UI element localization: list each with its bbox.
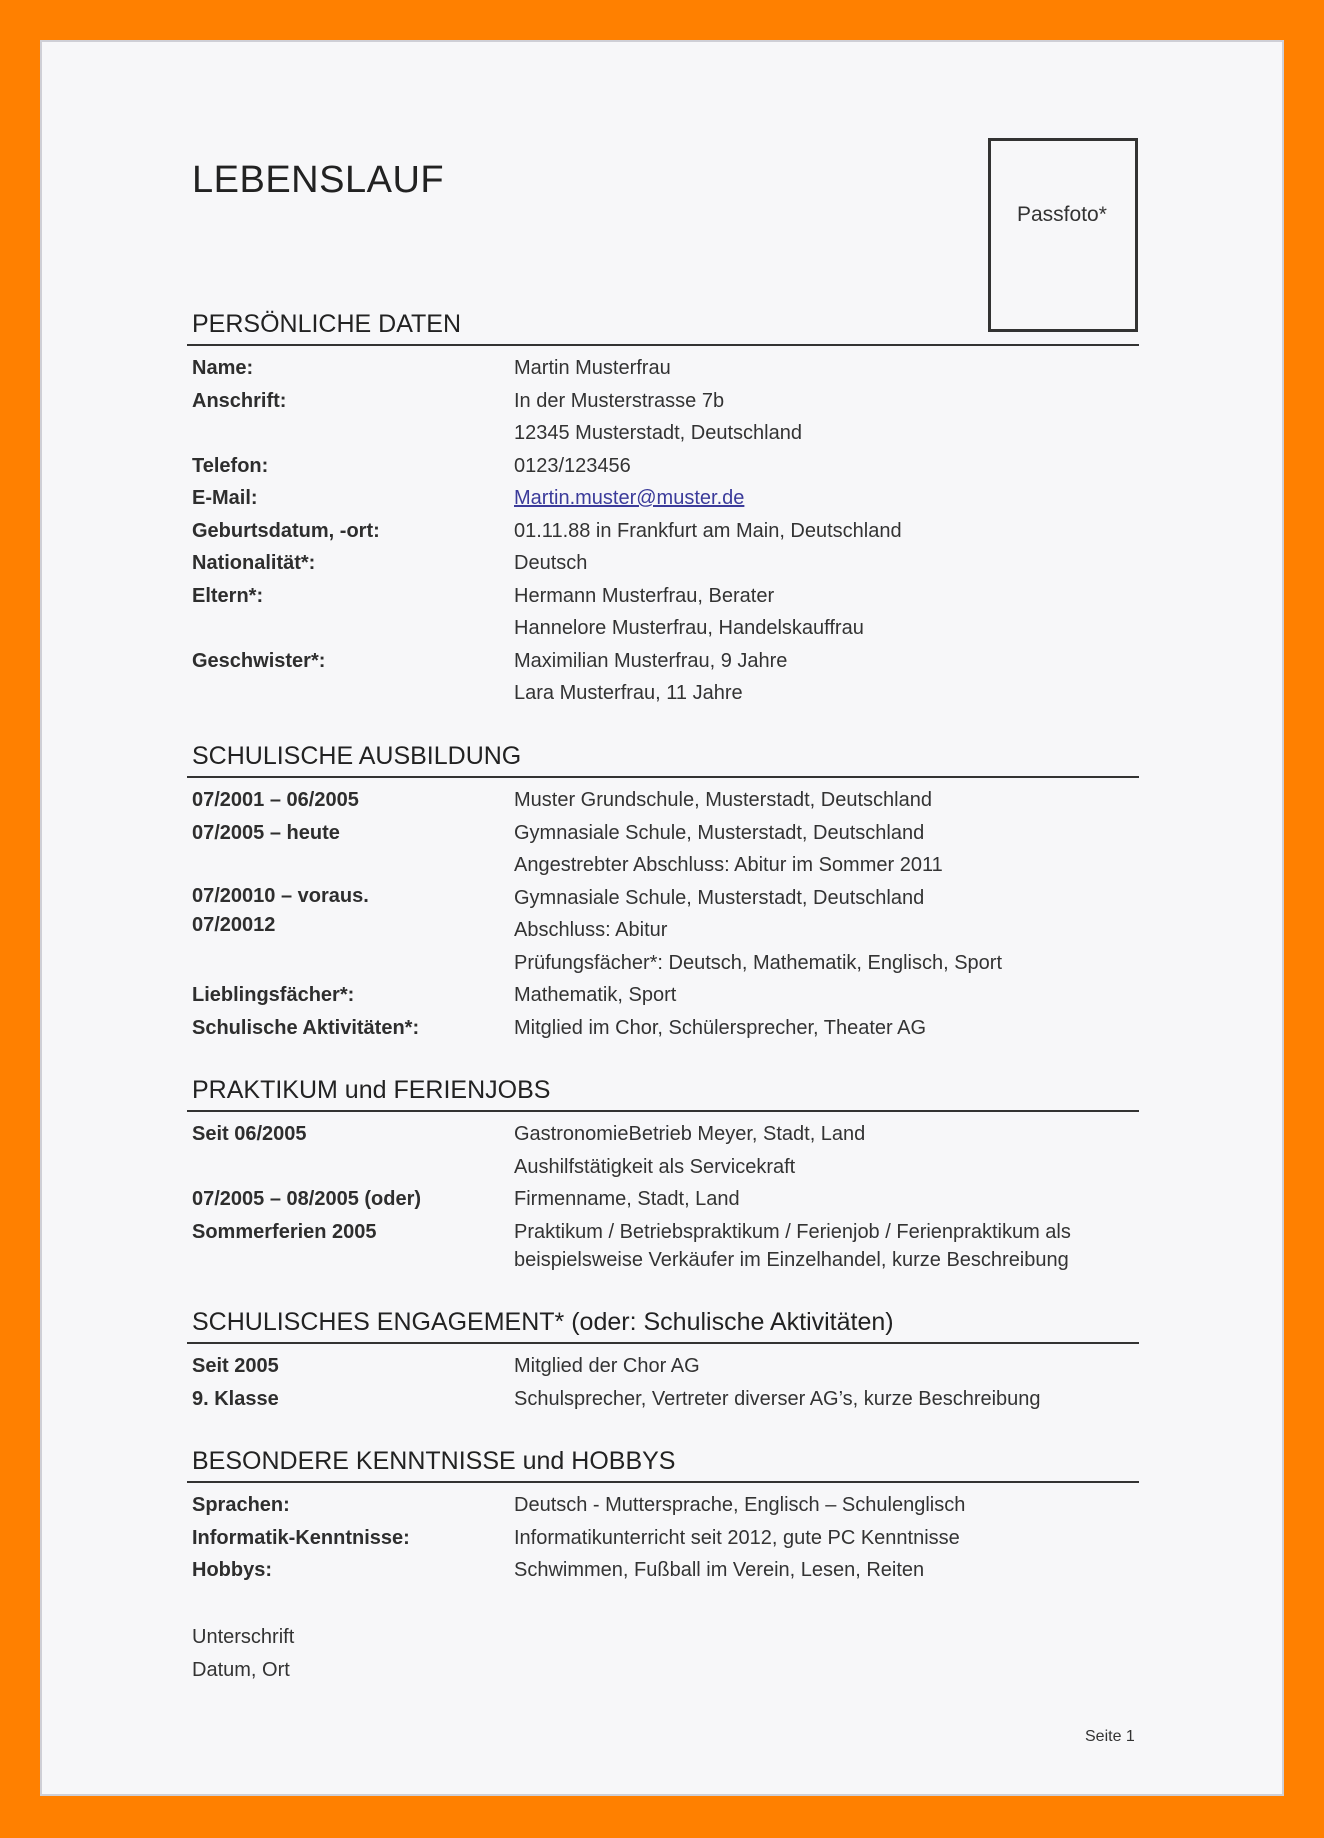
email-link[interactable]: Martin.muster@muster.de: [514, 487, 745, 509]
value-hobbies: Schwimmen, Fußball im Verein, Lesen, Reiten: [514, 1559, 925, 1581]
value-phone: 0123/123456: [514, 454, 631, 477]
value-internship-1: GastronomieBetrieb Meyer, Stadt, Land Aushilfstätigkeit als Servicekraft: [514, 1123, 866, 1178]
value-school-2: Gymnasiale Schule, Musterstadt, Deutschland Angestrebter Abschluss: Abitur im Sommer 2011: [514, 821, 943, 876]
section-heading-personal: PERSÖNLICHE DATEN: [187, 310, 1139, 346]
passport-photo-placeholder: [988, 138, 1138, 332]
label-parents: Eltern*:: [192, 584, 264, 607]
row-school-3: [187, 882, 1139, 980]
row-hobbies: [187, 1554, 1139, 1587]
label-school-1: 07/2001 – 06/2005: [192, 789, 359, 811]
value-school-3: Gymnasiale Schule, Musterstadt, Deutschland Abschluss: Abitur Prüfungsfächer*: Deutsch, Mathematik, Englisch, Sport: [514, 886, 1003, 974]
value-it-skills: Informatikunterricht seit 2012, gute PC Kenntnisse: [514, 1526, 960, 1549]
row-parents: [187, 580, 1139, 645]
label-school-2: 07/2005 – heute: [192, 821, 340, 844]
row-favorite-subjects: [187, 979, 1139, 1012]
label-engagement-1: Seit 2005: [192, 1355, 279, 1377]
page-title: LEBENSLAUF: [192, 159, 445, 201]
row-name: [187, 352, 1139, 385]
value-parents: Hermann Musterfrau, Berater Hannelore Musterfrau, Handelskauffrau: [514, 584, 864, 639]
section-engagement: [187, 1308, 1139, 1415]
date-place-label: Datum, Ort: [192, 1659, 290, 1681]
row-siblings: [187, 645, 1139, 710]
label-phone: Telefon:: [192, 454, 269, 477]
label-nationality: Nationalität*:: [192, 552, 316, 574]
value-address: In der Musterstrasse 7b 12345 Musterstadt, Deutschland: [514, 389, 802, 444]
label-address: Anschrift:: [192, 389, 287, 412]
row-internship-3: [187, 1216, 1139, 1274]
value-birth: 01.11.88 in Frankfurt am Main, Deutschland: [514, 519, 902, 542]
label-name: Name:: [192, 357, 254, 379]
photo-label: Passfoto*: [1017, 203, 1107, 226]
value-languages: Deutsch - Muttersprache, Englisch – Schulenglisch: [514, 1494, 966, 1516]
value-engagement-1: Mitglied der Chor AG: [514, 1355, 700, 1377]
value-name: Martin Musterfrau: [514, 357, 671, 379]
section-school: [187, 742, 1139, 1044]
row-birth: [187, 515, 1139, 548]
row-engagement-2: [187, 1383, 1139, 1416]
section-heading-engagement: SCHULISCHES ENGAGEMENT* (oder: Schulische Aktivitäten): [187, 1308, 1139, 1344]
label-languages: Sprachen:: [192, 1494, 290, 1516]
label-siblings: Geschwister*:: [192, 649, 326, 672]
row-school-activities: [187, 1012, 1139, 1045]
label-hobbies: Hobbys:: [192, 1559, 272, 1581]
row-email: [187, 482, 1139, 515]
section-skills: [187, 1447, 1139, 1587]
row-address: [187, 385, 1139, 450]
label-it-skills: Informatik-Kenntnisse:: [192, 1526, 410, 1549]
value-favorite-subjects: Mathematik, Sport: [514, 984, 677, 1006]
label-email: E-Mail:: [192, 487, 258, 509]
label-engagement-2: 9. Klasse: [192, 1387, 279, 1410]
row-it-skills: [187, 1522, 1139, 1555]
label-favorite-subjects: Lieblingsfächer*:: [192, 984, 355, 1006]
section-internship: [187, 1076, 1139, 1274]
row-school-2: [187, 817, 1139, 882]
section-heading-skills: BESONDERE KENNTNISSE und HOBBYS: [187, 1447, 1139, 1483]
signature-label: Unterschrift: [192, 1626, 295, 1648]
value-internship-3: Praktikum / Betriebspraktikum / Ferienjob / Ferienpraktikum als beispielsweise Verkäufer im Einzelhandel, kurze Beschreibung: [514, 1220, 1071, 1271]
label-school-activities: Schulische Aktivitäten*:: [192, 1016, 420, 1039]
row-languages: [187, 1489, 1139, 1522]
row-internship-2: [187, 1183, 1139, 1216]
label-school-3: 07/20010 – voraus. 07/20012: [192, 884, 369, 936]
section-personal-data: [187, 310, 1139, 710]
value-school-activities: Mitglied im Chor, Schülersprecher, Theater AG: [514, 1016, 927, 1039]
section-heading-internship: PRAKTIKUM und FERIENJOBS: [187, 1076, 1139, 1112]
label-birth: Geburtsdatum, -ort:: [192, 519, 380, 542]
label-internship-2: 07/2005 – 08/2005 (oder): [192, 1188, 422, 1210]
value-siblings: Maximilian Musterfrau, 9 Jahre Lara Musterfrau, 11 Jahre: [514, 649, 788, 704]
value-engagement-2: Schulsprecher, Vertreter diverser AG’s, kurze Beschreibung: [514, 1387, 1041, 1410]
row-nationality: [187, 547, 1139, 580]
row-school-1: [187, 784, 1139, 817]
value-nationality: Deutsch: [514, 552, 588, 574]
row-phone: [187, 450, 1139, 483]
row-engagement-1: [187, 1350, 1139, 1383]
row-internship-1: [187, 1118, 1139, 1183]
cv-page: [40, 40, 1284, 1796]
value-school-1: Muster Grundschule, Musterstadt, Deutschland: [514, 789, 932, 811]
value-internship-2: Firmenname, Stadt, Land: [514, 1188, 740, 1210]
page-number: Seite 1: [1085, 1728, 1135, 1745]
section-heading-school: SCHULISCHE AUSBILDUNG: [187, 742, 1139, 778]
label-internship-1: Seit 06/2005: [192, 1123, 307, 1145]
label-internship-3: Sommerferien 2005: [192, 1220, 377, 1243]
